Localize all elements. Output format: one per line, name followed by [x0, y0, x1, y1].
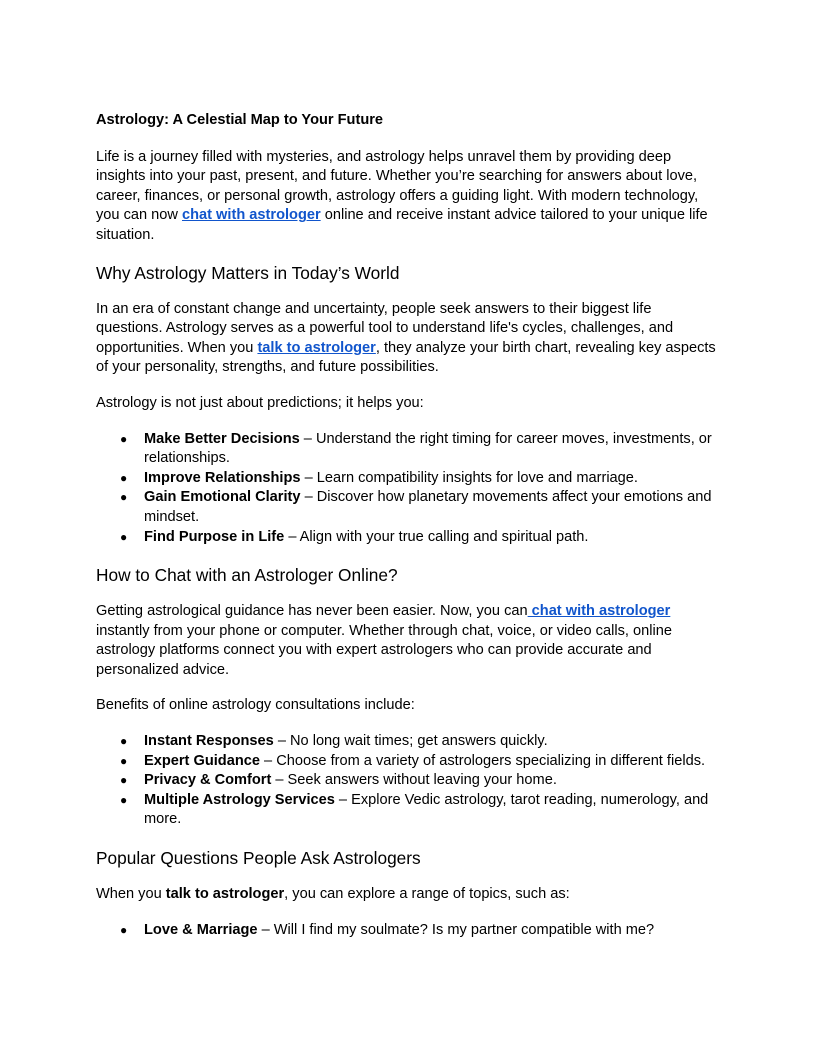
- list-item: [96, 921, 722, 941]
- bullet-icon: ●: [120, 431, 128, 446]
- section1-paragraph: [96, 300, 722, 378]
- list-item-text: – Seek answers without leaving your home.: [271, 772, 557, 789]
- list-item-bold: Privacy & Comfort: [144, 772, 272, 789]
- list-item: [96, 771, 722, 791]
- section1-text-1: In an era of constant change and uncertainty, people seek answers to their biggest life questions. Astrology serves as a powerful tool to understand life's cycles, challenges, and opportunities. When you: [96, 300, 674, 356]
- section3-bold-text: talk to astrologer: [165, 886, 285, 903]
- chat-with-astrologer-link-2[interactable]: chat with astrologer: [527, 603, 671, 620]
- section3-text-2: , you can explore a range of topics, such as:: [284, 886, 570, 903]
- list-item-text: – Will I find my soulmate? Is my partner compatible with me?: [257, 921, 655, 938]
- list-item-bold: Gain Emotional Clarity: [144, 489, 301, 506]
- doc-title: Astrology: A Celestial Map to Your Future: [96, 112, 384, 128]
- bullet-icon: ●: [120, 773, 128, 788]
- list-item-bold: Love & Marriage: [144, 921, 258, 938]
- section1-text-2: , they analyze your birth chart, revealing key aspects of your personality, strengths, and future possibilities.: [96, 339, 716, 376]
- section2-text-2: instantly from your phone or computer. Whether through chat, voice, or video calls, online astrology platforms connect you with expert astrologers who can provide accurate and personalized advice.: [96, 622, 672, 678]
- bullet-icon: ●: [120, 529, 128, 544]
- list-item-text: – No long wait times; get answers quickly.: [273, 733, 548, 750]
- section2-text-1: Getting astrological guidance has never been easier. Now, you can: [96, 603, 528, 620]
- section1-heading: Why Astrology Matters in Today’s World: [96, 262, 400, 283]
- list-item-text: – Discover how planetary movements affect your emotions and mindset.: [144, 489, 712, 525]
- section3-heading: Popular Questions People Ask Astrologers: [96, 848, 421, 869]
- list-item: [96, 430, 722, 469]
- list-item-text: – Understand the right timing for career moves, investments, or relationships.: [144, 430, 712, 467]
- bullet-icon: ●: [120, 753, 128, 768]
- section2-lead: Benefits of online astrology consultations include:: [96, 697, 415, 714]
- document-page: [96, 111, 722, 940]
- list-item-bold: Expert Guidance: [144, 752, 260, 769]
- list-item-bold: Make Better Decisions: [144, 430, 300, 447]
- intro-text-1: Life is a journey filled with mysteries, and astrology helps unravel them by providing deep insights into your past, present, and future. Whether you’re searching for answers about love, career, finances, or personal growth, astrology offers a guiding light. With modern technology, you can now: [96, 148, 699, 224]
- bullet-icon: ●: [120, 734, 128, 749]
- bullet-icon: ●: [120, 792, 128, 807]
- list-item: [96, 791, 722, 830]
- section3-text-1: When you: [96, 886, 166, 903]
- list-item: [96, 528, 722, 548]
- list-item-bold: Multiple Astrology Services: [144, 791, 335, 808]
- bullet-icon: ●: [120, 490, 128, 505]
- section2-bullet-list: [96, 732, 722, 830]
- section1-bullet-list: [96, 430, 722, 548]
- list-item: [96, 469, 722, 489]
- section1-lead: Astrology is not just about predictions; it helps you:: [96, 394, 424, 411]
- section3-bullet-list: [96, 921, 722, 941]
- list-item-bold: Find Purpose in Life: [144, 528, 285, 545]
- bullet-icon: ●: [120, 922, 128, 937]
- intro-paragraph: [96, 148, 722, 246]
- list-item-text: – Choose from a variety of astrologers specializing in different fields.: [259, 752, 706, 769]
- talk-to-astrologer-link[interactable]: talk to astrologer: [257, 339, 376, 356]
- section2-heading: How to Chat with an Astrologer Online?: [96, 565, 398, 586]
- list-item-bold: Instant Responses: [144, 733, 274, 750]
- bullet-icon: ●: [120, 470, 128, 485]
- list-item-bold: Improve Relationships: [144, 469, 301, 486]
- list-item: [96, 732, 722, 752]
- list-item-text: – Align with your true calling and spiritual path.: [284, 528, 589, 545]
- section3-lead: [96, 885, 722, 905]
- list-item: [96, 488, 722, 527]
- list-item-text: – Explore Vedic astrology, tarot reading, numerology, and more.: [144, 791, 709, 828]
- section2-paragraph: [96, 602, 722, 680]
- chat-with-astrologer-link[interactable]: chat with astrologer: [182, 207, 321, 224]
- list-item-text: – Learn compatibility insights for love and marriage.: [300, 469, 638, 486]
- intro-text-2: online and receive instant advice tailored to your unique life situation.: [96, 207, 708, 243]
- list-item: [96, 752, 722, 772]
